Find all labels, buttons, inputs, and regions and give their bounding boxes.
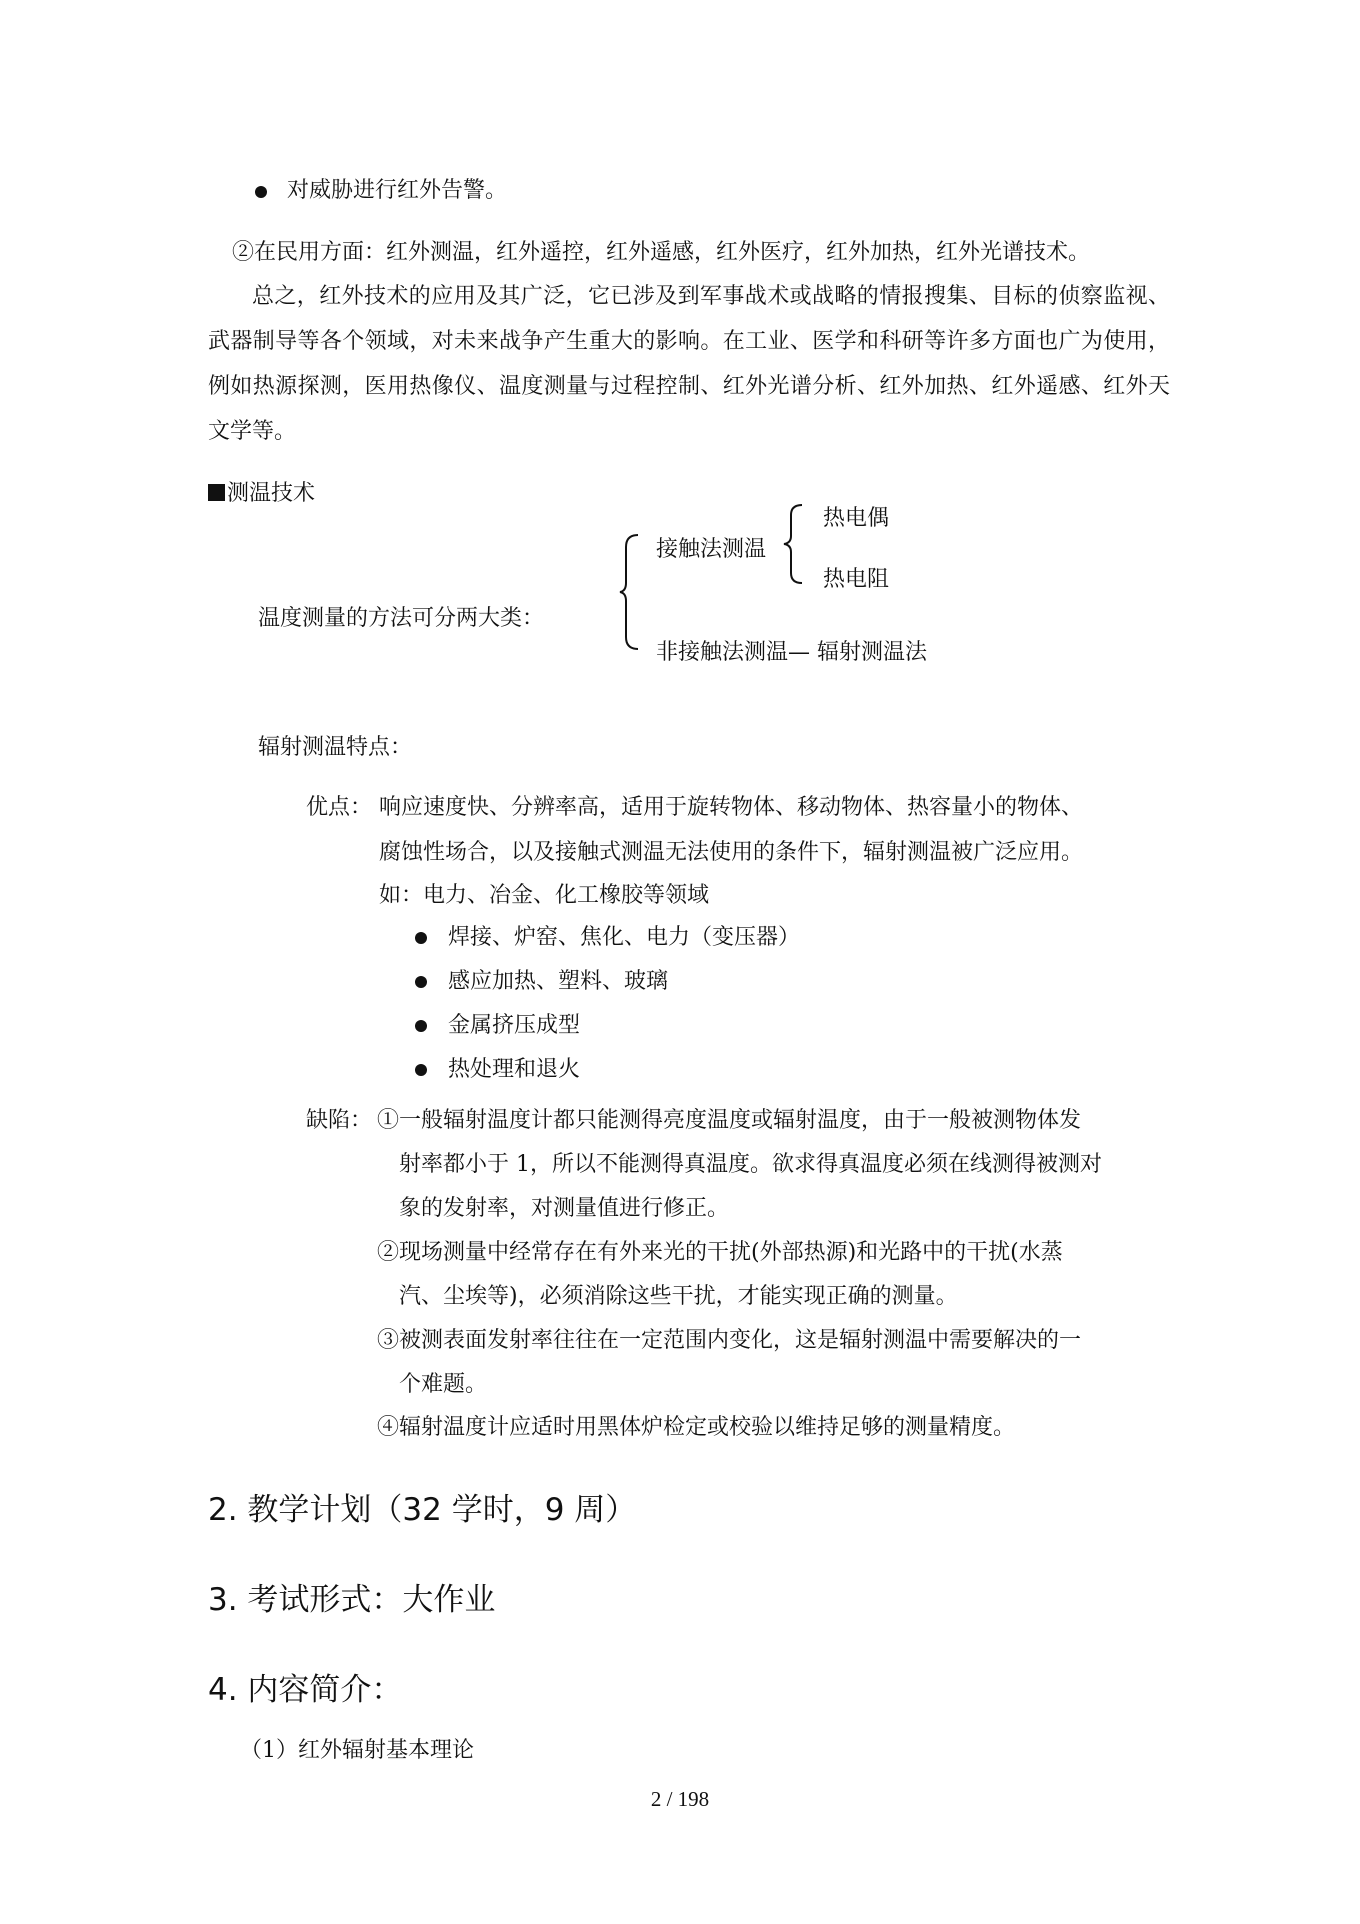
application-bullet: 感应加热、塑料、玻璃 [448, 969, 669, 994]
advantages-example: 如：电力、冶金、化工橡胶等领域 [379, 883, 710, 908]
defect-1-line-1: ①一般辐射温度计都只能测得亮度温度或辐射温度，由于一般被测物体发 [377, 1108, 1082, 1133]
defect-3-line-1: ③被测表面发射率往往在一定范围内变化，这是辐射测温中需要解决的一 [377, 1328, 1082, 1353]
square-bullet-icon [208, 484, 225, 501]
summary-text: 总之，红外技术的应用及其广泛，它已涉及到军事战术或战略的情报搜集、目标的侦察监视、武器制导等各个领域，对未来战争产生重大的影响。在工业、医学和科研等许多方面也广为使用，例如热源探测，医用热像仪、温度测量与过程控制、红外光谱分析、红外加热、红外遥感、红外天文学等。 [208, 284, 1170, 444]
advantages-line-2: 腐蚀性场合，以及接触式测温无法使用的条件下，辐射测温被广泛应用。 [379, 840, 1084, 865]
thermal-resistance-label: 热电阻 [823, 567, 890, 592]
features-title: 辐射测温特点： [258, 735, 413, 760]
heading-exam-format: 3. 考试形式：大作业 [208, 1582, 496, 1618]
bullet-dot [415, 1064, 427, 1076]
defect-1-line-3: 象的发射率，对测量值进行修正。 [399, 1196, 730, 1221]
left-brace-large [618, 533, 642, 651]
defect-3-line-2: 个难题。 [399, 1372, 488, 1397]
bullet-dot [415, 1020, 427, 1032]
application-bullet: 热处理和退火 [448, 1057, 581, 1082]
subitem-infrared-theory: （1）红外辐射基本理论 [240, 1738, 474, 1763]
civil-application-paragraph: ②在民用方面：红外测温，红外遥控，红外遥感，红外医疗，红外加热，红外光谱技术。 [232, 240, 1091, 265]
military-bullet-text: 对威胁进行红外告警。 [287, 178, 508, 203]
application-bullet: 金属挤压成型 [448, 1013, 581, 1038]
section-heading [208, 479, 315, 509]
heading-content-intro: 4. 内容简介： [208, 1672, 403, 1708]
advantages-line-1: 响应速度快、分辨率高，适用于旋转物体、移动物体、热容量小的物体、 [379, 795, 1084, 820]
defect-2-line-2: 汽、尘埃等)，必须消除这些干扰，才能实现正确的测量。 [399, 1284, 958, 1309]
thermocouple-label: 热电偶 [823, 506, 890, 531]
noncontact-method-label: 非接触法测温— 辐射测温法 [656, 640, 927, 665]
advantages-label: 优点： [306, 795, 373, 820]
defect-4: ④辐射温度计应适时用黑体炉检定或校验以维持足够的测量精度。 [377, 1415, 1016, 1440]
defect-2-line-1: ②现场测量中经常存在有外来光的干扰(外部热源)和光路中的干扰(水蒸 [377, 1240, 1063, 1265]
section-heading-text: 测温技术 [227, 481, 316, 506]
left-brace-small [782, 503, 806, 585]
bullet-dot [255, 186, 267, 198]
page-number: 2 / 198 [650, 1787, 710, 1811]
contact-method-label: 接触法测温 [656, 537, 767, 562]
heading-teaching-plan: 2. 教学计划（32 学时，9 周） [208, 1492, 637, 1528]
bullet-dot [415, 932, 427, 944]
defect-1-line-2: 射率都小于 1，所以不能测得真温度。欲求得真温度必须在线测得被测对 [399, 1152, 1102, 1177]
defects-label: 缺陷： [306, 1108, 373, 1133]
classification-intro: 温度测量的方法可分两大类： [258, 606, 545, 631]
application-bullet: 焊接、炉窑、焦化、电力（变压器） [448, 925, 801, 950]
bullet-dot [415, 976, 427, 988]
summary-paragraph [208, 274, 1170, 454]
